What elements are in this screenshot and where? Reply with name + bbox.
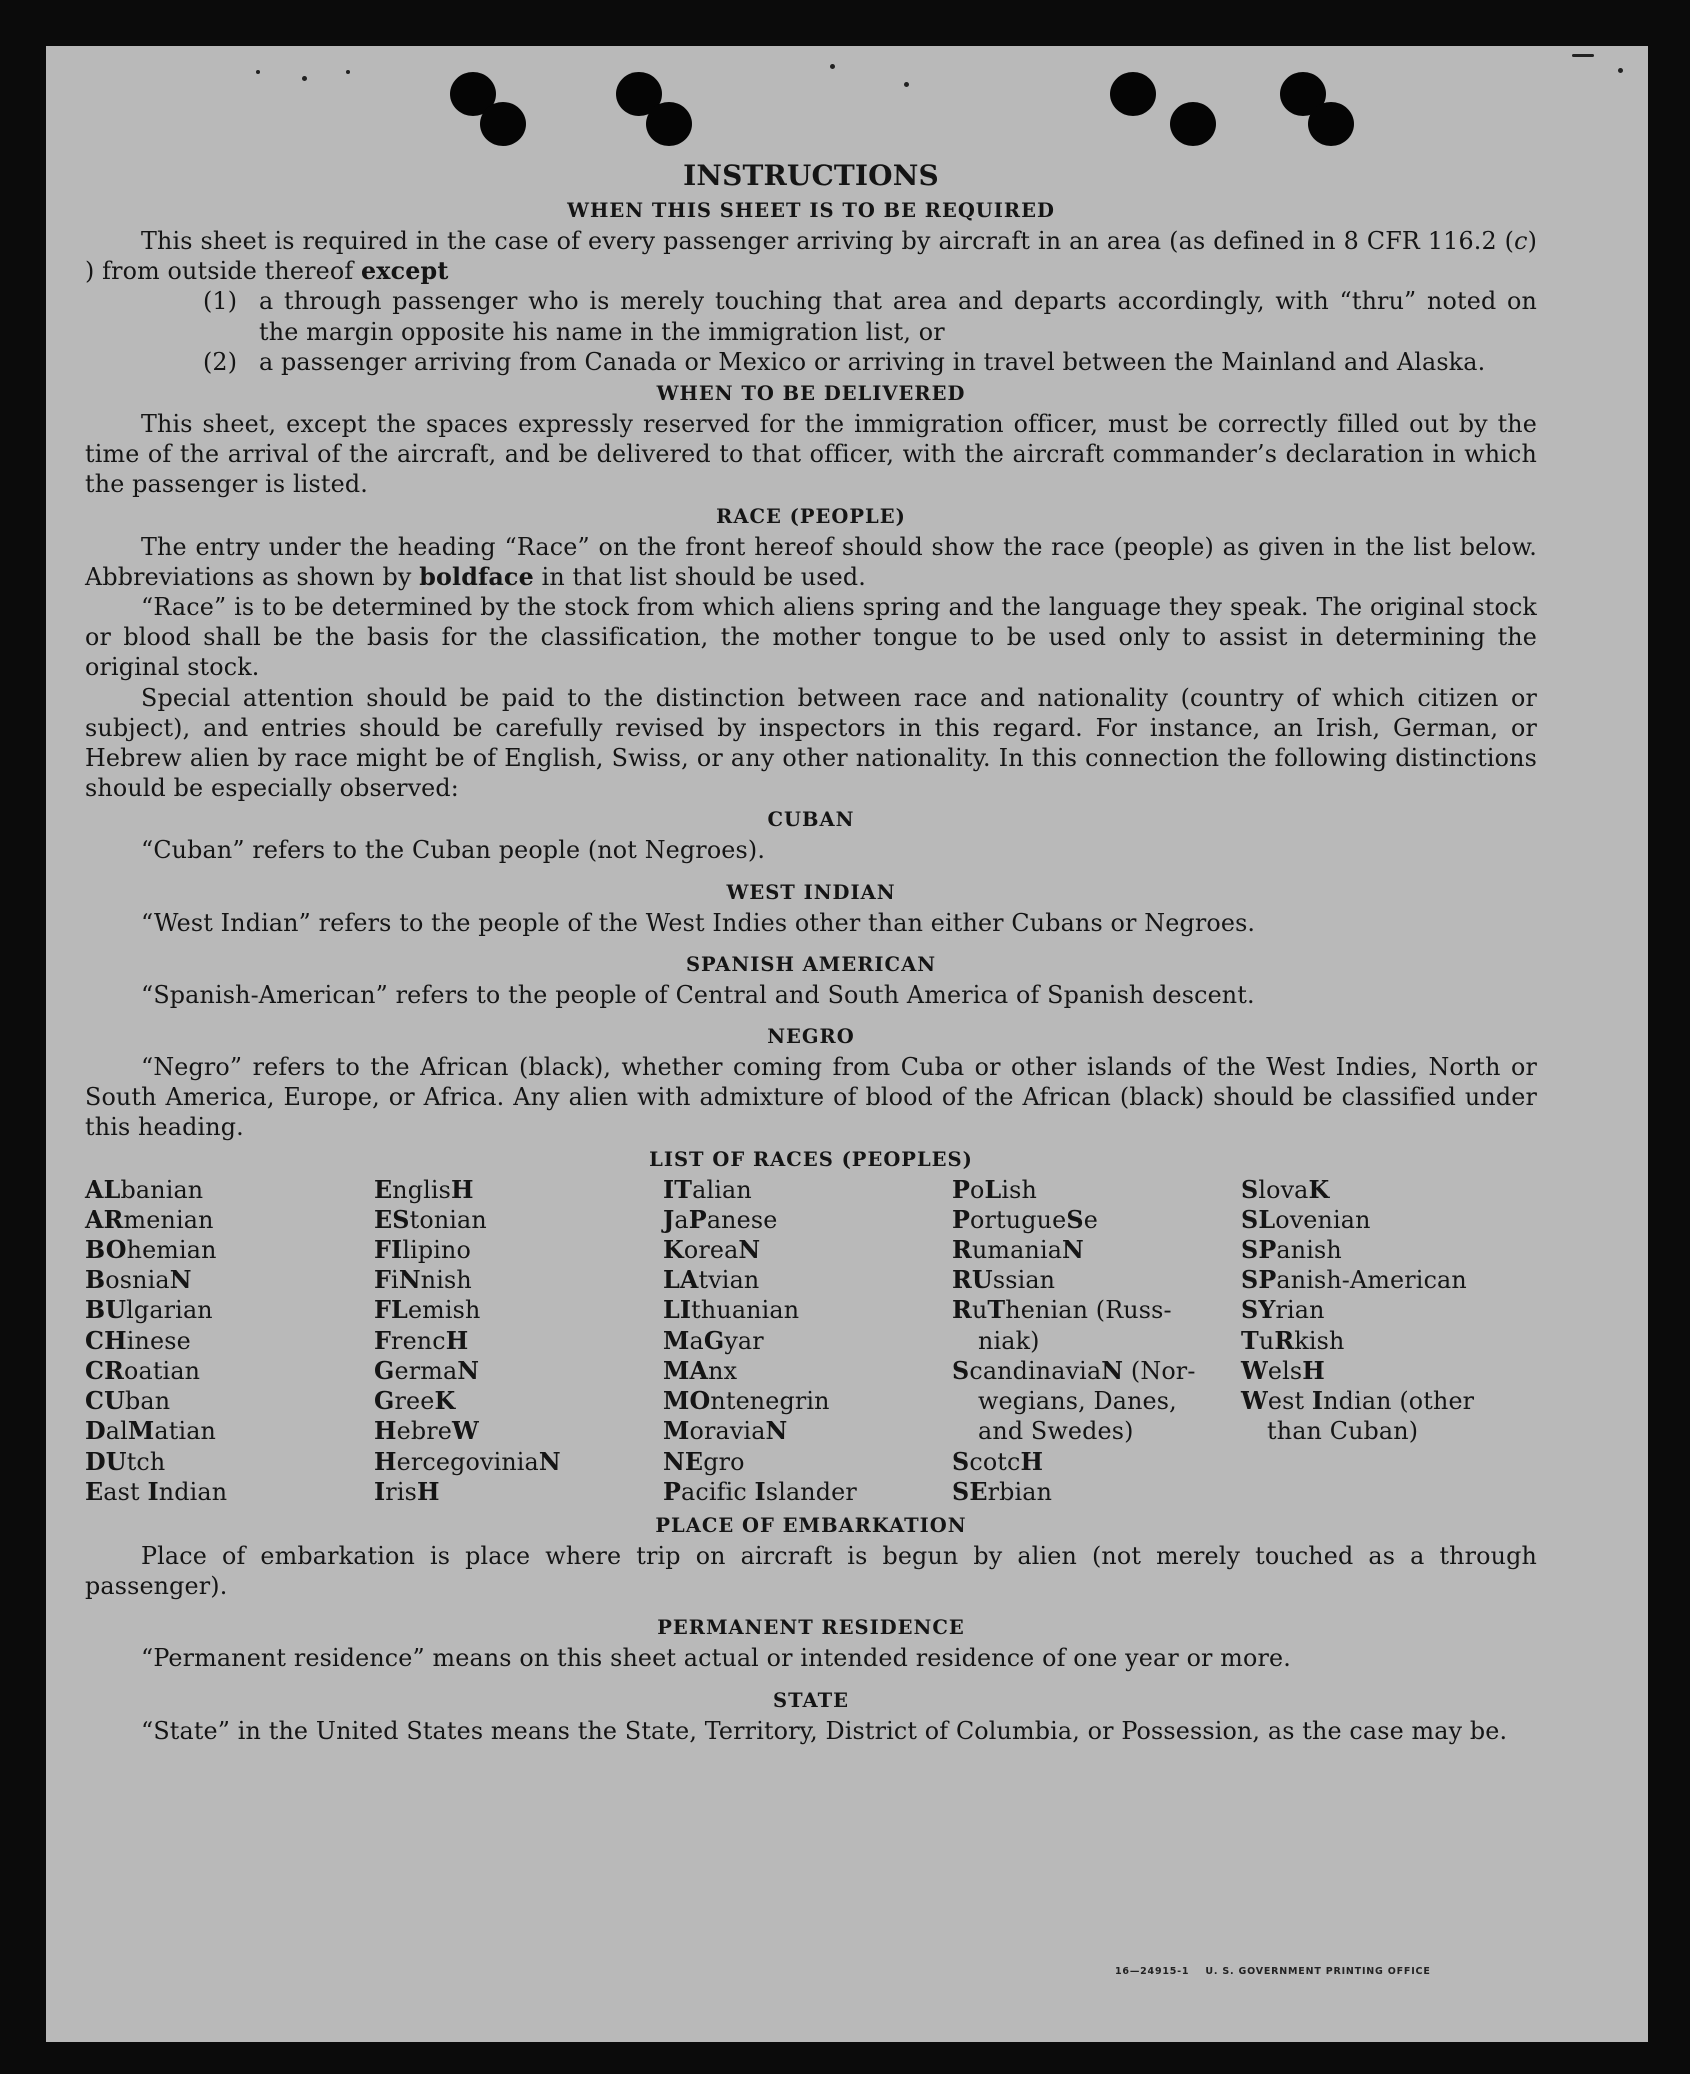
section-heading: WEST INDIAN [726,880,896,904]
race-entry: ITalian [663,1175,752,1204]
print-footer [1115,1966,1431,1977]
race-entry: FLemish [374,1296,481,1325]
race-entry: SErbian [952,1477,1053,1506]
race-entry: BosniaN [85,1266,192,1295]
race-entry: MOntenegrin [663,1387,830,1416]
race-entry: PoLish [952,1175,1038,1204]
paragraph: This sheet, except the spaces expressly reserved for the immigration officer, must be correctly filled out by the time of the arrival of the aircraft, and be delivered to that officer, with the aircraft commander’s declaration in which the passenger is listed. [85,410,1537,499]
list-item: (2) a passenger arriving from Canada or Mexico or arriving in travel between the Mainland and Alaska. [203,347,1486,376]
instructions-content [85,158,1537,1746]
race-entry: SYrian [1241,1296,1325,1325]
paragraph: “West Indian” refers to the people of the West Indies other than either Cubans or Negroes. [141,908,1256,937]
race-entry: niak) [978,1326,1040,1355]
race-column [374,1175,663,1507]
race-entry: CHinese [85,1326,191,1355]
section-heading: NEGRO [767,1025,855,1049]
paragraph: “Cuban” refers to the Cuban people (not Negroes). [141,836,766,865]
race-entry: KoreaN [663,1236,761,1265]
race-entry: FiNnish [374,1266,472,1295]
race-entry: CUban [85,1387,171,1416]
section-heading: STATE [773,1688,849,1712]
speck [830,64,835,69]
race-entry: WelsH [1241,1356,1325,1385]
race-entry: than Cuban) [1267,1417,1419,1446]
section-heading: RACE (PEOPLE) [716,504,906,528]
paragraph: “State” in the United States means the State, Territory, District of Columbia, or Possession, as the case may be. [141,1716,1508,1745]
race-entry: FrencH [374,1326,469,1355]
race-entry: JaPanese [663,1205,778,1234]
section-heading: SPANISH AMERICAN [685,952,937,976]
race-column [952,1175,1241,1507]
section-heading: PERMANENT RESIDENCE [657,1616,965,1640]
section-heading: LIST OF RACES (PEOPLES) [649,1147,973,1171]
race-entry: ARmenian [85,1205,214,1234]
race-entry: East Indian [85,1477,228,1506]
race-column [663,1175,952,1507]
punch-hole [480,102,526,146]
race-entry: and Swedes) [978,1417,1134,1446]
race-column [1241,1175,1537,1507]
race-entry: HercegoviniaN [374,1447,561,1476]
race-entry: FIlipino [374,1236,471,1265]
paragraph: “Spanish-American” refers to the people of Central and South America of Spanish descent. [141,980,1255,1009]
race-entry: GermaN [374,1356,480,1385]
punch-hole [1110,72,1156,116]
page-title: INSTRUCTIONS [683,159,939,192]
speck [346,70,350,74]
document-sheet [46,46,1648,2042]
race-entry: IrisH [374,1477,440,1506]
race-entry: SlovaK [1241,1175,1330,1204]
section-heading: WHEN THIS SHEET IS TO BE REQUIRED [567,199,1055,222]
race-entry: CRoatian [85,1356,201,1385]
paragraph: This sheet is required in the case of every passenger arriving by aircraft in an area (as defined in 8 CFR 116.2 (c) ) from outside thereof except [85,227,1537,286]
speck [1618,68,1623,73]
race-column [85,1175,374,1507]
race-entry: RUssian [952,1266,1056,1295]
race-entry: SPanish [1241,1236,1342,1265]
speck [1572,54,1594,57]
race-entry: BOhemian [85,1236,217,1265]
race-entry: RuThenian (Russ- [952,1296,1172,1325]
race-entry: wegians, Danes, [978,1387,1177,1416]
section-heading: CUBAN [767,808,855,832]
race-entry: PortugueSe [952,1205,1098,1234]
race-entry: HebreW [374,1417,479,1446]
race-entry: GreeK [374,1387,456,1416]
race-entry: TuRkish [1241,1326,1345,1355]
race-entry: MaGyar [663,1326,764,1355]
race-entry: Pacific Islander [663,1477,857,1506]
paragraph: Place of embarkation is place where trip on aircraft is begun by alien (not merely touched as a through passenger). [85,1541,1537,1601]
race-entry: MAnx [663,1356,738,1385]
section-heading: PLACE OF EMBARKATION [655,1513,967,1537]
paragraph: “Permanent residence” means on this sheet actual or intended residence of one year or more. [141,1644,1291,1673]
paragraph: The entry under the heading “Race” on the front hereof should show the race (people) as given in the list below. Abbreviations as shown by boldface in that list should be used. [85,532,1537,591]
punch-hole [1170,102,1216,146]
race-entry: BUlgarian [85,1296,213,1325]
form-number: 16—24915-1 [1115,1966,1190,1977]
race-entry: LIthuanian [663,1296,800,1325]
paragraph: Special attention should be paid to the distinction between race and nationality (country of which citizen or subject), and entries should be carefully revised by inspectors in this regard. For instance, an Irish, German, or Hebrew alien by race might be of English, Swiss, or any other nationality. In this connection the following distinctions should be especially observed: [85,683,1537,803]
list-item: (1) a through passenger who is merely touching that area and departs accordingly, with “thru” noted on the margin opposite his name in the immigration list, or [203,287,1537,346]
race-entry: ScotcH [952,1447,1044,1476]
race-entry: DUtch [85,1447,166,1476]
race-entry: West Indian (other [1241,1387,1475,1416]
race-entry: SLovenian [1241,1205,1371,1234]
race-entry: SPanish-American [1241,1266,1467,1295]
race-entry: NEgro [663,1447,745,1476]
race-entry: LAtvian [663,1266,760,1295]
speck [256,70,260,74]
race-entry: RumaniaN [952,1236,1084,1265]
race-entry: MoraviaN [663,1417,788,1446]
race-entry: ScandinaviaN (Nor- [952,1356,1196,1385]
printer-credit: U. S. GOVERNMENT PRINTING OFFICE [1205,1966,1431,1977]
race-list [85,1175,1537,1507]
race-entry: EnglisH [374,1175,474,1204]
paragraph: “Negro” refers to the African (black), whether coming from Cuba or other islands of the West Indies, North or South America, Europe, or Africa. Any alien with admixture of blood of the African (black) should be classified under this heading. [85,1053,1537,1142]
paragraph: “Race” is to be determined by the stock from which aliens spring and the language they speak. The original stock or blood shall be the basis for the classification, the mother tongue to be used only to assist in determining the original stock. [85,593,1537,682]
race-entry: ALbanian [85,1175,204,1204]
race-entry: EStonian [374,1205,487,1234]
punch-hole [646,102,692,146]
punch-hole [1308,102,1354,146]
section-heading: WHEN TO BE DELIVERED [656,382,966,406]
speck [904,82,909,87]
race-entry: DalMatian [85,1417,217,1446]
speck [302,76,307,81]
